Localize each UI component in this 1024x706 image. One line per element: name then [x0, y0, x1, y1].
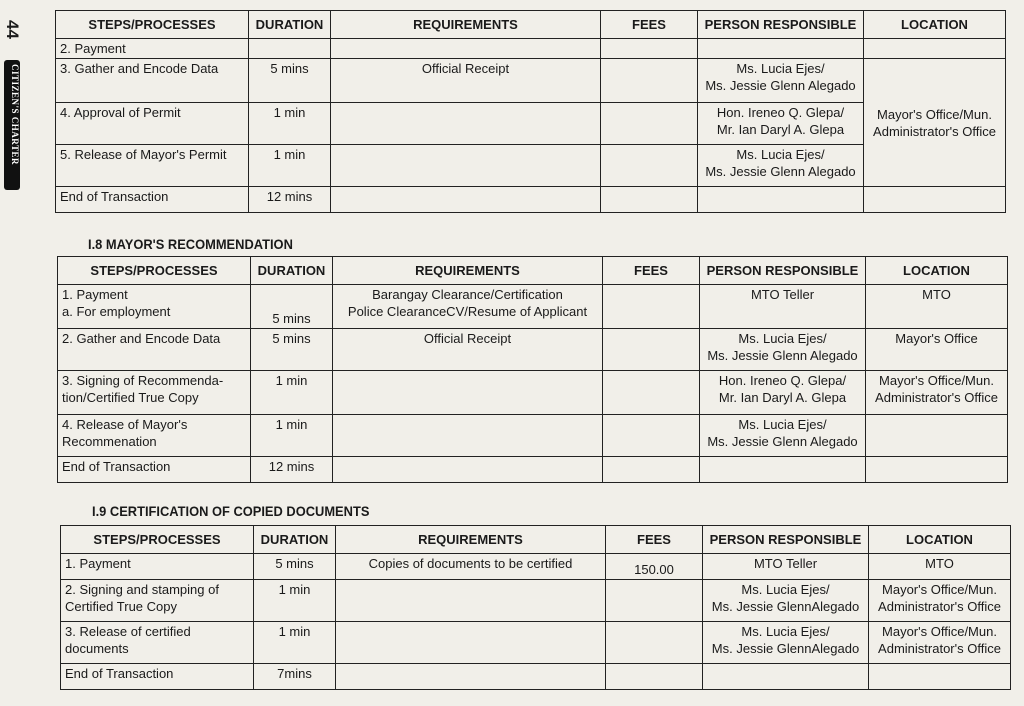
- table-row: [56, 59, 1006, 103]
- requirements-cell: [331, 103, 601, 145]
- header-steps: STEPS/PROCESSES: [56, 11, 249, 39]
- step-cell: 2. Signing and stamping of Certified True Copy: [61, 580, 254, 622]
- header-duration: DURATION: [251, 257, 333, 285]
- person-cell: Ms. Lucia Ejes/ Ms. Jessie Glenn Alegado: [700, 415, 866, 457]
- requirements-cell: [331, 145, 601, 187]
- section-heading-certification: I.9 CERTIFICATION OF COPIED DOCUMENTS: [92, 503, 370, 519]
- requirements-cell: [333, 457, 603, 483]
- duration-cell: 1 min: [249, 103, 331, 145]
- fees-cell: [601, 39, 698, 59]
- step-cell: 3. Gather and Encode Data: [56, 59, 249, 103]
- person-cell: Hon. Ireneo Q. Glepa/ Mr. Ian Daryl A. Glepa: [698, 103, 864, 145]
- person-cell: Ms. Lucia Ejes/ Ms. Jessie Glenn Alegado: [698, 145, 864, 187]
- fees-cell: [601, 187, 698, 213]
- table-row: [58, 285, 1008, 329]
- person-cell: Ms. Lucia Ejes/ Ms. Jessie Glenn Alegado: [698, 59, 864, 103]
- header-duration: DURATION: [254, 526, 336, 554]
- location-cell: Mayor's Office/Mun. Administrator's Office: [866, 371, 1008, 415]
- fees-cell: 150.00: [606, 554, 703, 580]
- person-cell: MTO Teller: [700, 285, 866, 329]
- header-duration: DURATION: [249, 11, 331, 39]
- side-tab-label: CITIZEN'S CHARTER: [10, 64, 20, 165]
- section-heading-mayors-recommendation: I.8 MAYOR'S RECOMMENDATION: [88, 236, 293, 252]
- duration-cell: 12 mins: [249, 187, 331, 213]
- requirements-cell: [331, 39, 601, 59]
- location-cell: [864, 187, 1006, 213]
- header-requirements: REQUIREMENTS: [333, 257, 603, 285]
- duration-cell: 1 min: [251, 371, 333, 415]
- fees-cell: [601, 59, 698, 103]
- duration-cell: 1 min: [251, 415, 333, 457]
- duration-cell: 5 mins: [251, 329, 333, 371]
- location-cell: [866, 415, 1008, 457]
- certification-table: [60, 525, 1011, 690]
- duration-cell: 5 mins: [249, 59, 331, 103]
- fees-cell: [603, 285, 700, 329]
- fees-cell: [603, 371, 700, 415]
- location-cell: Mayor's Office/Mun. Administrator's Office: [864, 59, 1006, 187]
- step-cell: 3. Signing of Recommenda- tion/Certified True Copy: [58, 371, 251, 415]
- header-location: LOCATION: [866, 257, 1008, 285]
- duration-cell: 1 min: [254, 580, 336, 622]
- person-cell: [700, 457, 866, 483]
- requirements-cell: [331, 187, 601, 213]
- requirements-cell: [333, 371, 603, 415]
- table-header-row: [56, 11, 1006, 39]
- location-cell: Mayor's Office/Mun. Administrator's Office: [869, 622, 1011, 664]
- fees-cell: [603, 415, 700, 457]
- table-row: [61, 664, 1011, 690]
- header-location: LOCATION: [869, 526, 1011, 554]
- header-steps: STEPS/PROCESSES: [61, 526, 254, 554]
- table-row: [56, 145, 1006, 187]
- location-cell: Mayor's Office/Mun. Administrator's Office: [869, 580, 1011, 622]
- fees-cell: [606, 580, 703, 622]
- header-requirements: REQUIREMENTS: [331, 11, 601, 39]
- requirements-cell: Copies of documents to be certified: [336, 554, 606, 580]
- person-cell: Ms. Lucia Ejes/ Ms. Jessie GlennAlegado: [703, 580, 869, 622]
- duration-cell: 1 min: [249, 145, 331, 187]
- location-cell: MTO: [869, 554, 1011, 580]
- location-cell: [869, 664, 1011, 690]
- duration-cell: 12 mins: [251, 457, 333, 483]
- person-cell: [703, 664, 869, 690]
- step-cell: 1. Payment a. For employment: [58, 285, 251, 329]
- person-cell: [698, 187, 864, 213]
- table-row: [56, 187, 1006, 213]
- table-header-row: [58, 257, 1008, 285]
- requirements-cell: [336, 622, 606, 664]
- person-cell: Ms. Lucia Ejes/ Ms. Jessie GlennAlegado: [703, 622, 869, 664]
- duration-cell: 5 mins: [251, 285, 333, 329]
- duration-cell: 7mins: [254, 664, 336, 690]
- step-cell: End of Transaction: [58, 457, 251, 483]
- step-cell: End of Transaction: [61, 664, 254, 690]
- step-cell: 4. Release of Mayor's Recommenation: [58, 415, 251, 457]
- location-cell: [866, 457, 1008, 483]
- fees-cell: [601, 145, 698, 187]
- person-cell: MTO Teller: [703, 554, 869, 580]
- fees-cell: [601, 103, 698, 145]
- requirements-cell: Official Receipt: [333, 329, 603, 371]
- table-row: [58, 329, 1008, 371]
- step-cell: 1. Payment: [61, 554, 254, 580]
- step-cell: 2. Payment: [56, 39, 249, 59]
- fees-cell: [606, 622, 703, 664]
- requirements-cell: [336, 580, 606, 622]
- location-cell: Mayor's Office: [866, 329, 1008, 371]
- requirements-cell: Official Receipt: [331, 59, 601, 103]
- table-row: [61, 622, 1011, 664]
- table-row: [56, 39, 1006, 59]
- step-cell: 4. Approval of Permit: [56, 103, 249, 145]
- table-header-row: [61, 526, 1011, 554]
- duration-cell: 5 mins: [254, 554, 336, 580]
- fees-cell: [603, 329, 700, 371]
- step-cell: 2. Gather and Encode Data: [58, 329, 251, 371]
- location-cell: MTO: [866, 285, 1008, 329]
- fees-cell: [606, 664, 703, 690]
- step-cell: 3. Release of certified documents: [61, 622, 254, 664]
- requirements-cell: Barangay Clearance/Certification Police ClearanceCV/Resume of Applicant: [333, 285, 603, 329]
- person-cell: [698, 39, 864, 59]
- table-row: [56, 103, 1006, 145]
- header-steps: STEPS/PROCESSES: [58, 257, 251, 285]
- requirements-cell: [336, 664, 606, 690]
- header-fees: FEES: [601, 11, 698, 39]
- requirements-cell: [333, 415, 603, 457]
- header-person: PERSON RESPONSIBLE: [698, 11, 864, 39]
- table-row: [61, 580, 1011, 622]
- table-row: [61, 554, 1011, 580]
- table-row: [58, 371, 1008, 415]
- duration-cell: 1 min: [254, 622, 336, 664]
- header-requirements: REQUIREMENTS: [336, 526, 606, 554]
- table-row: [58, 415, 1008, 457]
- header-fees: FEES: [606, 526, 703, 554]
- fees-cell: [603, 457, 700, 483]
- step-cell: End of Transaction: [56, 187, 249, 213]
- person-cell: Ms. Lucia Ejes/ Ms. Jessie Glenn Alegado: [700, 329, 866, 371]
- header-location: LOCATION: [864, 11, 1006, 39]
- location-cell: [864, 39, 1006, 59]
- person-cell: Hon. Ireneo Q. Glepa/ Mr. Ian Daryl A. Glepa: [700, 371, 866, 415]
- page-number: 44: [3, 20, 22, 39]
- side-tab: [4, 60, 20, 190]
- step-cell: 5. Release of Mayor's Permit: [56, 145, 249, 187]
- mayors-recommendation-table: [57, 256, 1008, 483]
- header-person: PERSON RESPONSIBLE: [703, 526, 869, 554]
- header-fees: FEES: [603, 257, 700, 285]
- duration-cell: [249, 39, 331, 59]
- header-person: PERSON RESPONSIBLE: [700, 257, 866, 285]
- table-row: [58, 457, 1008, 483]
- permit-steps-table: [55, 10, 1006, 213]
